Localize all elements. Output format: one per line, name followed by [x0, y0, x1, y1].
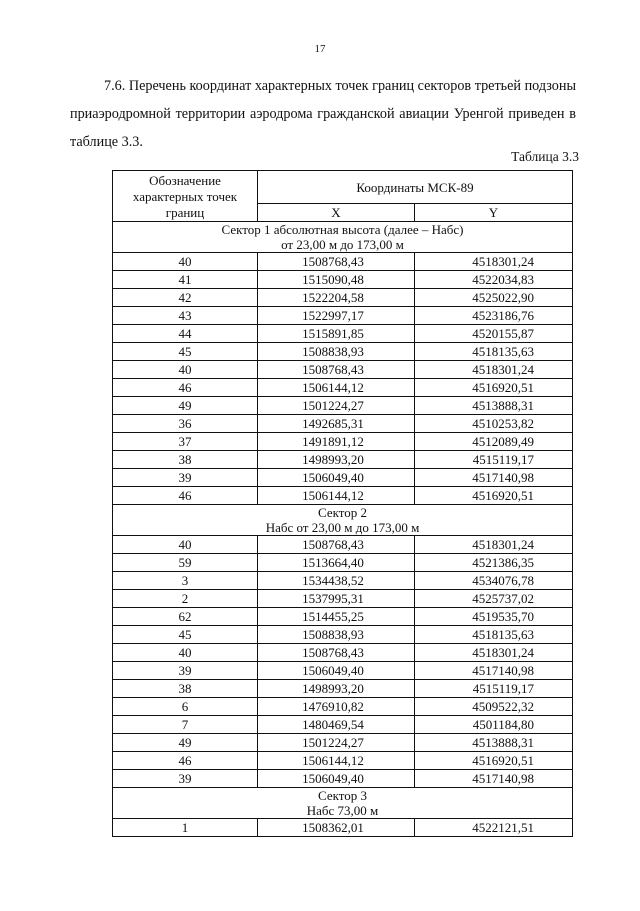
- point-cell: 41: [113, 271, 258, 289]
- point-cell: 39: [113, 662, 258, 680]
- point-cell: 6: [113, 698, 258, 716]
- sector-title: Сектор 3: [317, 788, 367, 803]
- point-cell: 62: [113, 608, 258, 626]
- x-cell: 1506144,12: [258, 379, 415, 397]
- point-cell: 45: [113, 343, 258, 361]
- x-cell: 1506144,12: [258, 487, 415, 505]
- header-coords: Координаты МСК-89: [258, 171, 573, 204]
- y-cell: 4501184,80: [415, 716, 573, 734]
- point-cell: 1: [113, 819, 258, 837]
- y-cell: 4525022,90: [415, 289, 573, 307]
- point-cell: 49: [113, 397, 258, 415]
- point-cell: 40: [113, 361, 258, 379]
- x-cell: 1501224,27: [258, 397, 415, 415]
- x-cell: 1492685,31: [258, 415, 415, 433]
- header-x: X: [258, 204, 415, 222]
- y-cell: 4522121,51: [415, 819, 573, 837]
- x-cell: 1522997,17: [258, 307, 415, 325]
- page-number: 17: [314, 43, 326, 55]
- y-cell: 4516920,51: [415, 487, 573, 505]
- table-row: [113, 361, 573, 379]
- table-row: [113, 469, 573, 487]
- point-cell: 59: [113, 554, 258, 572]
- x-cell: 1508768,43: [258, 253, 415, 271]
- table-row: [113, 734, 573, 752]
- x-cell: 1508768,43: [258, 536, 415, 554]
- header-points: Обозначение характерных точек границ: [113, 171, 258, 222]
- point-cell: 44: [113, 325, 258, 343]
- x-cell: 1476910,82: [258, 698, 415, 716]
- sector-header: [113, 505, 573, 536]
- table-row: [113, 608, 573, 626]
- header-y: Y: [415, 204, 573, 222]
- table-row: [113, 343, 573, 361]
- sector-header-row: [113, 505, 573, 536]
- sector-subtitle: Набс 73,00 м: [306, 803, 379, 818]
- point-cell: 46: [113, 379, 258, 397]
- table-row: [113, 253, 573, 271]
- y-cell: 4518135,63: [415, 343, 573, 361]
- point-cell: 40: [113, 536, 258, 554]
- table-row: [113, 379, 573, 397]
- x-cell: 1506049,40: [258, 770, 415, 788]
- y-cell: 4519535,70: [415, 608, 573, 626]
- y-cell: 4515119,17: [415, 680, 573, 698]
- y-cell: 4513888,31: [415, 734, 573, 752]
- table-row: [113, 572, 573, 590]
- sector-header-row: [113, 788, 573, 819]
- y-cell: 4510253,82: [415, 415, 573, 433]
- table-row: [113, 680, 573, 698]
- y-cell: 4523186,76: [415, 307, 573, 325]
- table-header: [113, 171, 573, 222]
- table-row: [113, 554, 573, 572]
- sector-header: [113, 788, 573, 819]
- x-cell: 1513664,40: [258, 554, 415, 572]
- y-cell: 4512089,49: [415, 433, 573, 451]
- x-cell: 1515891,85: [258, 325, 415, 343]
- point-cell: 39: [113, 469, 258, 487]
- x-cell: 1498993,20: [258, 451, 415, 469]
- table-row: [113, 415, 573, 433]
- sector-title: Сектор 1 абсолютная высота (далее – Набс): [221, 222, 464, 237]
- x-cell: 1491891,12: [258, 433, 415, 451]
- x-cell: 1514455,25: [258, 608, 415, 626]
- table-row: [113, 289, 573, 307]
- sector-subtitle: от 23,00 м до 173,00 м: [281, 237, 404, 252]
- table-row: [113, 536, 573, 554]
- x-cell: 1508838,93: [258, 626, 415, 644]
- y-cell: 4521386,35: [415, 554, 573, 572]
- table-caption: Таблица 3.3: [511, 149, 579, 164]
- point-cell: 43: [113, 307, 258, 325]
- point-cell: 46: [113, 752, 258, 770]
- x-cell: 1508768,43: [258, 644, 415, 662]
- point-cell: 45: [113, 626, 258, 644]
- point-cell: 3: [113, 572, 258, 590]
- point-cell: 37: [113, 433, 258, 451]
- point-cell: 39: [113, 770, 258, 788]
- table-row: [113, 307, 573, 325]
- intro-paragraph: 7.6. Перечень координат характерных точек границ секторов третьей подзоны приаэродромной территории аэродрома гражданской авиации Уренгой приведен в таблице 3.3.: [70, 78, 576, 150]
- sector-title: Сектор 2: [317, 505, 367, 520]
- sector-subtitle: Набс от 23,00 м до 173,00 м: [265, 520, 420, 535]
- y-cell: 4534076,78: [415, 572, 573, 590]
- y-cell: 4518135,63: [415, 626, 573, 644]
- point-cell: 49: [113, 734, 258, 752]
- y-cell: 4509522,32: [415, 698, 573, 716]
- y-cell: 4517140,98: [415, 662, 573, 680]
- point-cell: 40: [113, 253, 258, 271]
- y-cell: 4525737,02: [415, 590, 573, 608]
- table-row: [113, 325, 573, 343]
- table-row: [113, 819, 573, 837]
- coordinates-table: [112, 170, 573, 837]
- point-cell: 42: [113, 289, 258, 307]
- point-cell: 36: [113, 415, 258, 433]
- y-cell: 4513888,31: [415, 397, 573, 415]
- table-row: [113, 590, 573, 608]
- x-cell: 1534438,52: [258, 572, 415, 590]
- point-cell: 40: [113, 644, 258, 662]
- table-row: [113, 626, 573, 644]
- x-cell: 1498993,20: [258, 680, 415, 698]
- table-row: [113, 716, 573, 734]
- y-cell: 4518301,24: [415, 536, 573, 554]
- y-cell: 4518301,24: [415, 644, 573, 662]
- sector-header-row: [113, 222, 573, 253]
- x-cell: 1506049,40: [258, 469, 415, 487]
- x-cell: 1522204,58: [258, 289, 415, 307]
- x-cell: 1506144,12: [258, 752, 415, 770]
- x-cell: 1480469,54: [258, 716, 415, 734]
- y-cell: 4515119,17: [415, 451, 573, 469]
- y-cell: 4522034,83: [415, 271, 573, 289]
- table-row: [113, 271, 573, 289]
- x-cell: 1515090,48: [258, 271, 415, 289]
- point-cell: 38: [113, 680, 258, 698]
- y-cell: 4518301,24: [415, 253, 573, 271]
- table-row: [113, 698, 573, 716]
- table-row: [113, 397, 573, 415]
- table-row: [113, 487, 573, 505]
- x-cell: 1537995,31: [258, 590, 415, 608]
- table-row: [113, 433, 573, 451]
- table-row: [113, 644, 573, 662]
- x-cell: 1508838,93: [258, 343, 415, 361]
- x-cell: 1501224,27: [258, 734, 415, 752]
- point-cell: 2: [113, 590, 258, 608]
- x-cell: 1506049,40: [258, 662, 415, 680]
- y-cell: 4520155,87: [415, 325, 573, 343]
- sector-header: [113, 222, 573, 253]
- point-cell: 7: [113, 716, 258, 734]
- table-body: [113, 222, 573, 837]
- point-cell: 38: [113, 451, 258, 469]
- y-cell: 4517140,98: [415, 770, 573, 788]
- x-cell: 1508768,43: [258, 361, 415, 379]
- y-cell: 4518301,24: [415, 361, 573, 379]
- table-row: [113, 770, 573, 788]
- y-cell: 4516920,51: [415, 379, 573, 397]
- table-row: [113, 662, 573, 680]
- point-cell: 46: [113, 487, 258, 505]
- table-row: [113, 752, 573, 770]
- table-row: [113, 451, 573, 469]
- y-cell: 4517140,98: [415, 469, 573, 487]
- x-cell: 1508362,01: [258, 819, 415, 837]
- y-cell: 4516920,51: [415, 752, 573, 770]
